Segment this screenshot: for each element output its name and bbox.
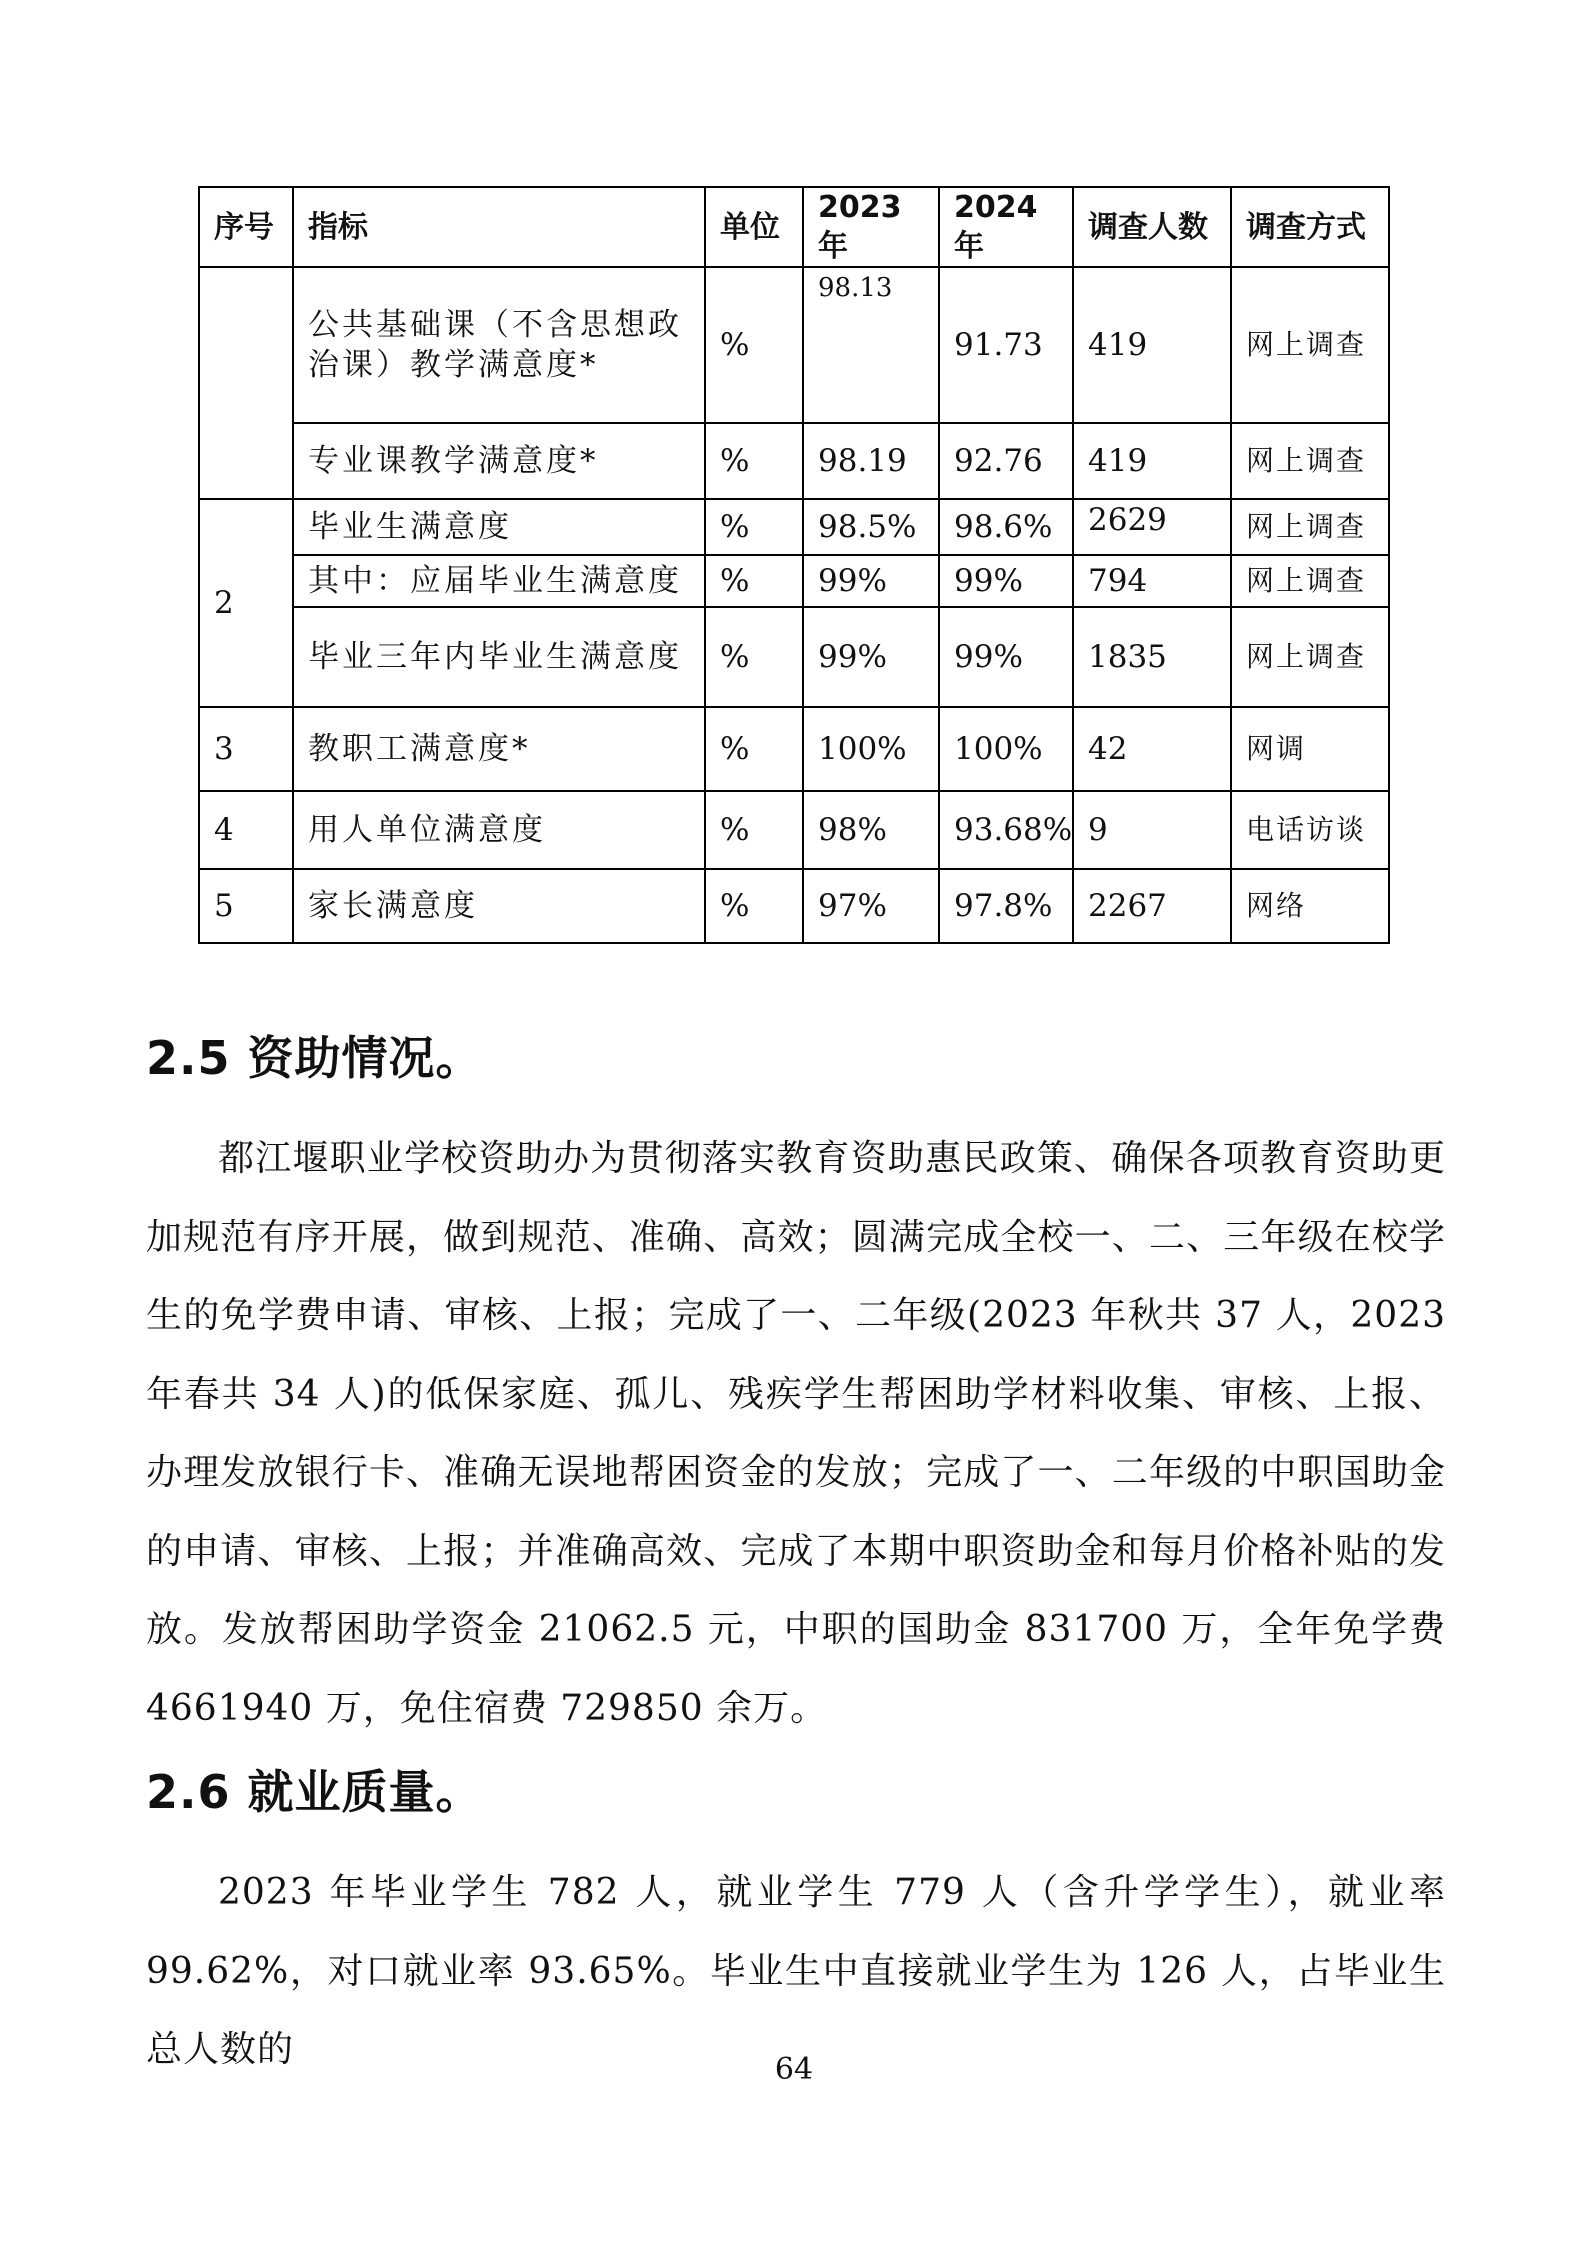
header-no: 序号 (199, 187, 293, 267)
table-row (199, 499, 1389, 555)
cell-unit: % (705, 555, 803, 607)
cell-indicator: 毕业三年内毕业生满意度 (293, 607, 705, 707)
section-heading-2-5: 2.5 资助情况。 (146, 1031, 483, 1085)
cell-2024: 99% (939, 607, 1073, 707)
cell-unit: % (705, 707, 803, 791)
table-row (199, 869, 1389, 943)
cell-count: 419 (1073, 267, 1231, 423)
header-method: 调查方式 (1231, 187, 1389, 267)
table-header-row (199, 187, 1389, 267)
cell-indicator: 用人单位满意度 (293, 791, 705, 869)
cell-2023: 97% (803, 869, 939, 943)
cell-method: 网络 (1231, 869, 1389, 943)
cell-method: 电话访谈 (1231, 791, 1389, 869)
cell-count: 419 (1073, 423, 1231, 499)
page-number: 64 (774, 2052, 814, 2087)
table-row (199, 555, 1389, 607)
cell-2024: 92.76 (939, 423, 1073, 499)
cell-indicator: 其中：应届毕业生满意度 (293, 555, 705, 607)
cell-count: 9 (1073, 791, 1231, 869)
cell-no (199, 267, 293, 499)
header-2023: 2023 年 (803, 187, 939, 267)
cell-count: 2629 (1073, 499, 1231, 555)
cell-no: 2 (199, 499, 293, 707)
cell-count: 1835 (1073, 607, 1231, 707)
cell-no: 5 (199, 869, 293, 943)
cell-unit: % (705, 499, 803, 555)
cell-method: 网上调查 (1231, 607, 1389, 707)
table-row (199, 423, 1389, 499)
cell-2023: 99% (803, 555, 939, 607)
cell-2024: 98.6% (939, 499, 1073, 555)
header-indicator: 指标 (293, 187, 705, 267)
table-row (199, 707, 1389, 791)
cell-count: 42 (1073, 707, 1231, 791)
cell-unit: % (705, 607, 803, 707)
cell-indicator: 毕业生满意度 (293, 499, 705, 555)
cell-2023: 98.5% (803, 499, 939, 555)
cell-unit: % (705, 791, 803, 869)
section-paragraph-2-6: 2023 年毕业学生 782 人，就业学生 779 人（含升学学生），就业率 99.62%，对口就业率 93.65%。毕业生中直接就业学生为 126 人，占毕业生总人数的 (146, 1872, 1446, 2070)
cell-no: 4 (199, 791, 293, 869)
cell-method: 网上调查 (1231, 555, 1389, 607)
cell-count: 2267 (1073, 869, 1231, 943)
cell-2023: 98.13 (803, 267, 939, 423)
cell-unit: % (705, 267, 803, 423)
cell-no: 3 (199, 707, 293, 791)
cell-2023: 98.19 (803, 423, 939, 499)
cell-indicator: 公共基础课（不含思想政治课）教学满意度* (293, 267, 705, 423)
section-paragraph-2-5: 都江堰职业学校资助办为贯彻落实教育资助惠民政策、确保各项教育资助更加规范有序开展，做到规范、准确、高效；圆满完成全校一、二、三年级在校学生的免学费申请、审核、上报；完成了一、二年级(2023 年秋共 37 人，2023 年春共 34 人)的低保家庭、孤儿、残疾学生帮困助学材料收集、审核、上报、办理发放银行卡、准确无误地帮困资金的发放；完成了一、二年级的中职国助金的申请、审核、上报；并准确高效、完成了本期中职资助金和每月价格补贴的发放。发放帮困助学资金 21062.5 元，中职的国助金 831700 万，全年免学费 4661940 万，免住宿费 729850 余万。 (146, 1138, 1446, 1729)
header-unit: 单位 (705, 187, 803, 267)
cell-method: 网上调查 (1231, 423, 1389, 499)
cell-unit: % (705, 869, 803, 943)
cell-2023: 100% (803, 707, 939, 791)
cell-indicator: 家长满意度 (293, 869, 705, 943)
cell-indicator: 教职工满意度* (293, 707, 705, 791)
cell-2023: 98% (803, 791, 939, 869)
section-heading-2-6: 2.6 就业质量。 (146, 1765, 483, 1819)
header-count: 调查人数 (1073, 187, 1231, 267)
cell-2024: 99% (939, 555, 1073, 607)
cell-unit: % (705, 423, 803, 499)
cell-method: 网上调查 (1231, 499, 1389, 555)
cell-2024: 100% (939, 707, 1073, 791)
cell-count: 794 (1073, 555, 1231, 607)
cell-2023: 99% (803, 607, 939, 707)
table-row (199, 607, 1389, 707)
cell-indicator: 专业课教学满意度* (293, 423, 705, 499)
header-2024: 2024 年 (939, 187, 1073, 267)
cell-2024: 97.8% (939, 869, 1073, 943)
table-row (199, 791, 1389, 869)
cell-2024: 93.68% (939, 791, 1073, 869)
cell-method: 网调 (1231, 707, 1389, 791)
cell-2024: 91.73 (939, 267, 1073, 423)
cell-method: 网上调查 (1231, 267, 1389, 423)
table-row (199, 267, 1389, 423)
satisfaction-table (198, 186, 1390, 944)
